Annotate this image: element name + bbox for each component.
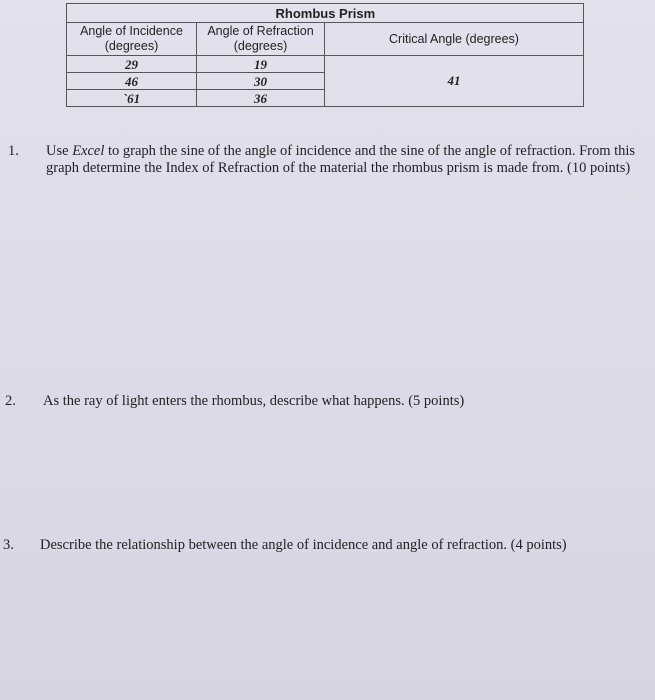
question-text-part: to graph the sine of the angle of incidence and the sine of the angle of refraction. From this graph determine the Index of Refraction of the material the rhombus prism is made from. (10 points) bbox=[46, 143, 636, 176]
question-number: 3. bbox=[3, 537, 14, 553]
table-title-cell bbox=[275, 4, 584, 23]
excel-emphasis: Excel bbox=[72, 143, 105, 159]
refraction-cell: 30 bbox=[197, 73, 325, 90]
table-row bbox=[67, 56, 584, 73]
question-text bbox=[46, 143, 646, 177]
question-text: Describe the relationship between the angle of incidence and angle of refraction. (4 points) bbox=[40, 537, 567, 553]
incidence-cell: 46 bbox=[67, 73, 197, 90]
question-text: As the ray of light enters the rhombus, describe what happens. (5 points) bbox=[43, 393, 465, 409]
refraction-cell: 19 bbox=[197, 56, 325, 73]
refraction-cell: 36 bbox=[197, 90, 325, 107]
critical-angle-value: 41 bbox=[325, 56, 584, 107]
header-angle-of-refraction: Angle of Refraction (degrees) bbox=[197, 23, 325, 56]
header-angle-of-incidence: Angle of Incidence (degrees) bbox=[67, 23, 197, 56]
incidence-cell: 29 bbox=[67, 56, 197, 73]
question-number: 2. bbox=[5, 393, 16, 409]
data-table bbox=[66, 3, 584, 107]
table-title: Rhombus Prism bbox=[275, 5, 376, 21]
incidence-cell: `61 bbox=[67, 90, 197, 107]
question-number: 1. bbox=[8, 143, 19, 159]
header-critical-angle: Critical Angle (degrees) bbox=[325, 23, 584, 56]
rhombus-prism-table bbox=[66, 3, 583, 106]
question-text-part: Use bbox=[46, 143, 73, 159]
